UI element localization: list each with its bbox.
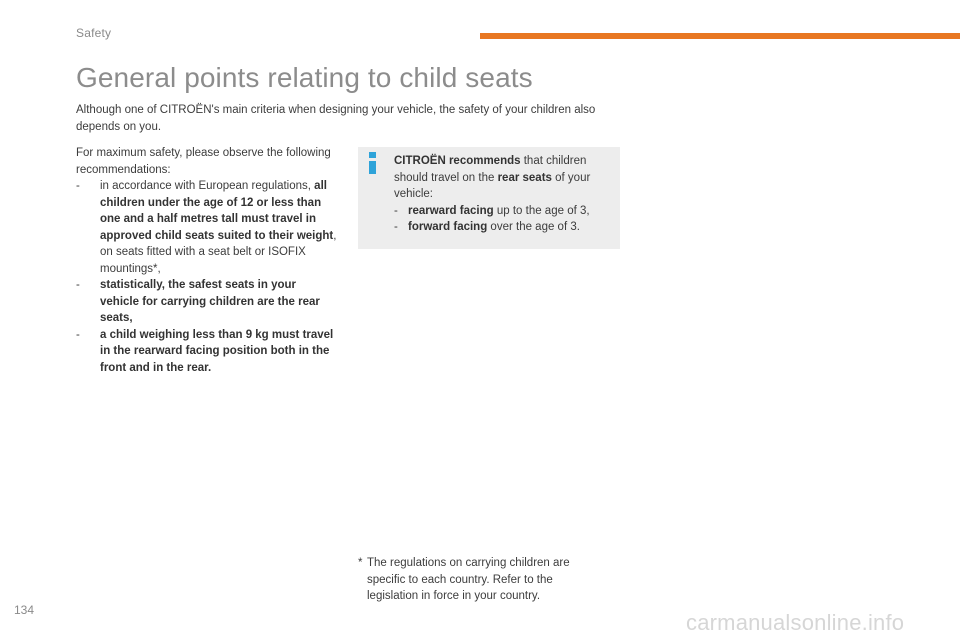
info-lead-bold-2: rear seats (497, 171, 552, 184)
info-item-bold: forward facing (408, 221, 488, 233)
page-title: General points relating to child seats (76, 62, 533, 93)
recommendation-bold: a child weighing less than 9 kg must travel in the rearward facing position both in the front and in the rear. (100, 328, 334, 374)
info-lead-text: that children should travel on the (394, 155, 587, 184)
list-dash: - (76, 279, 80, 291)
intro-paragraph: Although one of CITROËN's main criteria when designing your vehicle, the safety of your children also depends on you. (76, 104, 596, 133)
info-box (358, 147, 620, 249)
info-item (394, 203, 616, 220)
info-item-text: up to the age of 3, (493, 204, 590, 217)
footnote-mark: * (358, 557, 363, 569)
recommendation-item (76, 327, 338, 377)
header-accent-bar (480, 33, 960, 39)
recommendations-column (76, 145, 338, 376)
info-item-bold: rearward facing (408, 204, 494, 217)
info-item (394, 219, 616, 236)
info-lead (394, 153, 616, 203)
recommendation-text (100, 277, 338, 327)
info-item-text: over the age of 3. (487, 221, 580, 233)
recommendation-item (76, 277, 338, 327)
footnote (358, 555, 598, 605)
footnote-text: The regulations on carrying children are specific to each country. Refer to the legislation in force in your country. (367, 557, 570, 602)
list-dash: - (76, 328, 80, 341)
list-dash: - (76, 180, 80, 192)
page-number: 134 (14, 603, 35, 617)
watermark: carmanualsonline.info (686, 610, 905, 635)
list-dash: - (394, 221, 398, 233)
recommendation-bold: statistically, the safest seats in your vehicle for carrying children are the rear seats, (100, 279, 320, 324)
recommendation-bold: all children under the age of 12 or less than one and a half metres tall must travel in approved child seats suited to their weight (100, 180, 334, 242)
recommendation-pre: in accordance with European regulations, (100, 180, 315, 192)
info-icon (367, 152, 379, 174)
info-text (394, 153, 616, 236)
info-lead-bold: CITROËN recommends (394, 155, 521, 167)
section-label: Safety (76, 26, 112, 40)
recommendations-lead: For maximum safety, please observe the following recommendations: (76, 147, 331, 176)
info-lead-text-2: of your vehicle: (394, 171, 591, 200)
recommendation-post: , on seats fitted with a seat belt or ISOFIX mountings*, (100, 229, 337, 275)
recommendation-text (100, 327, 338, 377)
recommendation-text (100, 178, 338, 277)
recommendation-item (76, 178, 338, 277)
list-dash: - (394, 204, 398, 217)
